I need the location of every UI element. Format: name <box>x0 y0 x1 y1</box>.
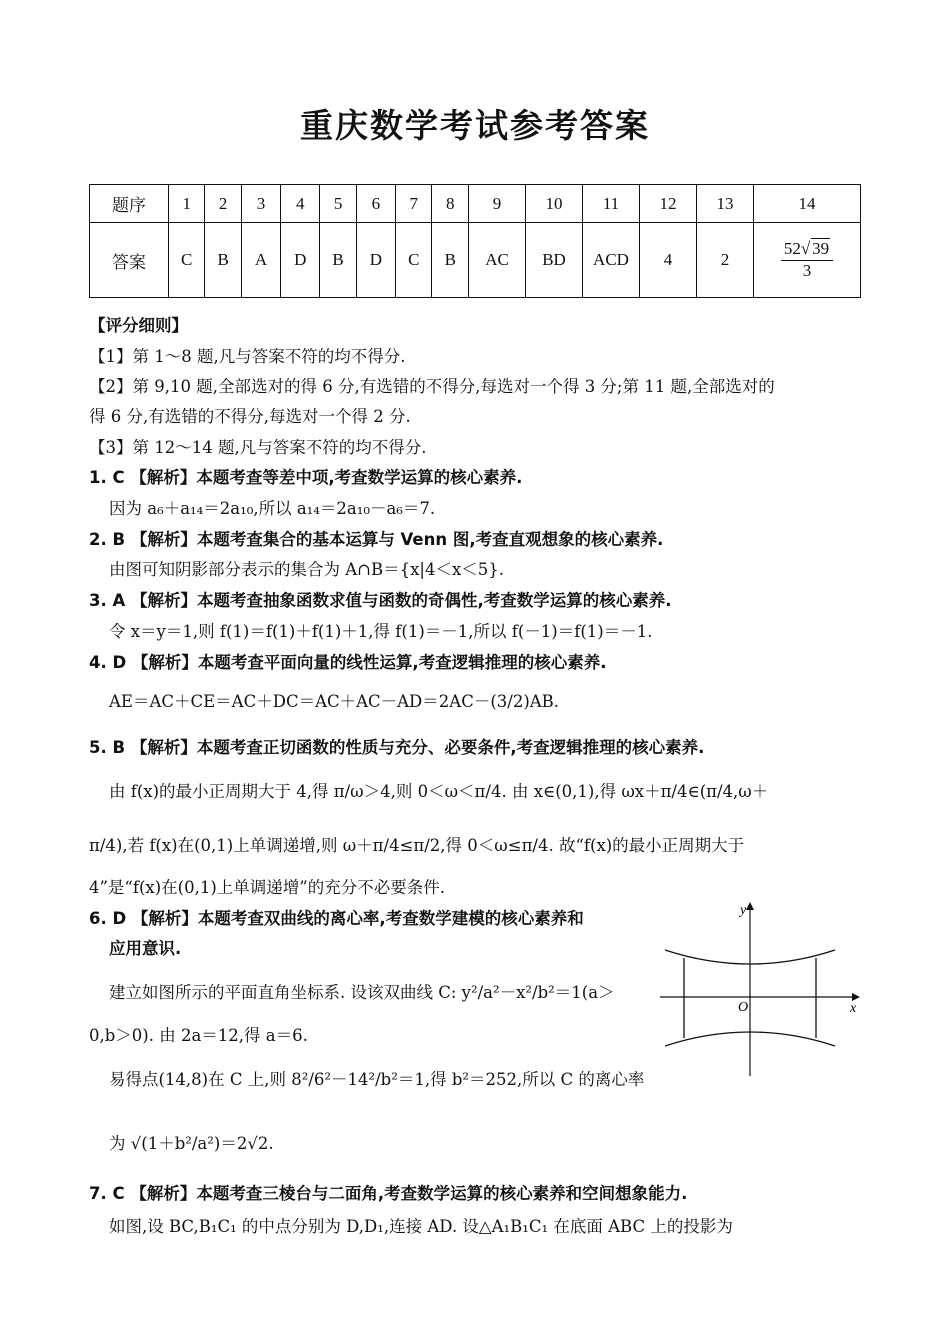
table-cell: 14 <box>754 185 861 223</box>
scoring-rule-1: 【1】第 1～8 题,凡与答案不符的均不得分. <box>89 347 406 366</box>
q3-heading: 3. A 【解析】本题考查抽象函数求值与函数的奇偶性,考查数学运算的核心素养. <box>89 591 672 610</box>
q3-body: 令 x＝y＝1,则 f(1)＝f(1)＋f(1)＋1,得 f(1)＝－1,所以 f(－1)＝f(1)＝－1. <box>109 622 653 641</box>
y-axis-label: y <box>740 903 747 918</box>
q6-line-1: 建立如图所示的平面直角坐标系. 设该双曲线 C: y²/a²－x²/b²＝1(a＞ <box>109 983 615 1002</box>
table-cell: 4 <box>281 185 320 223</box>
table-cell: 5 <box>320 185 356 223</box>
scoring-rule-3: 【3】第 12～14 题,凡与答案不符的均不得分. <box>89 438 427 457</box>
q5-line-2: π/4),若 f(x)在(0,1)上单调递增,则 ω＋π/4≤π/2,得 0＜ω≤π/4. 故“f(x)的最小正周期大于 <box>89 836 745 855</box>
q4-body: AE＝AC＋CE＝AC＋DC＝AC＋AC－AD＝2AC－(3/2)AB. <box>109 692 560 711</box>
table-cell: ACD <box>583 223 640 298</box>
table-cell: 6 <box>356 185 395 223</box>
table-row-answers <box>90 223 861 298</box>
q6-heading-1: 6. D 【解析】本题考查双曲线的离心率,考查数学建模的核心素养和 <box>89 909 584 928</box>
table-row-numbers <box>90 185 861 223</box>
x-axis-label: x <box>850 1001 857 1016</box>
q7-heading: 7. C 【解析】本题考查三棱台与二面角,考查数学运算的核心素养和空间想象能力. <box>89 1184 688 1203</box>
answer14-fraction: $\frac{52√ 39}{3}$ <box>781 240 833 280</box>
hyperbola-figure <box>660 900 860 1080</box>
table-cell: 7 <box>396 185 432 223</box>
q4-heading: 4. D 【解析】本题考查平面向量的线性运算,考查逻辑推理的核心素养. <box>89 653 607 672</box>
table-cell: 13 <box>697 185 754 223</box>
y-axis-arrow-icon <box>746 902 754 910</box>
table-cell: D <box>356 223 395 298</box>
table-cell: AC <box>469 223 526 298</box>
table-cell: 12 <box>640 185 697 223</box>
table-cell: B <box>432 223 469 298</box>
table-cell: 2 <box>697 223 754 298</box>
table-cell: B <box>205 223 241 298</box>
table-cell-fraction <box>754 223 861 298</box>
x-axis-arrow-icon <box>852 993 860 1001</box>
table-cell: 2 <box>205 185 241 223</box>
row-header-answer: 答案 <box>90 223 169 298</box>
q1-heading: 1. C 【解析】本题考查等差中项,考查数学运算的核心素养. <box>89 468 523 487</box>
table-cell: 8 <box>432 185 469 223</box>
answer-table <box>89 184 861 298</box>
q6-heading-2: 应用意识. <box>109 939 182 958</box>
table-cell: 1 <box>169 185 205 223</box>
table-cell: A <box>241 223 280 298</box>
table-cell: 10 <box>526 185 583 223</box>
row-header-number: 题序 <box>90 185 169 223</box>
table-cell: 9 <box>469 185 526 223</box>
q5-line-3: 4”是“f(x)在(0,1)上单调递增”的充分不必要条件. <box>89 878 445 897</box>
table-cell: C <box>396 223 432 298</box>
table-cell: BD <box>526 223 583 298</box>
q6-line-2: 0,b＞0). 由 2a＝12,得 a＝6. <box>89 1026 308 1045</box>
q2-body: 由图可知阴影部分表示的集合为 A∩B＝{x|4＜x＜5}. <box>109 560 505 579</box>
q1-body: 因为 a₆＋a₁₄＝2a₁₀,所以 a₁₄＝2a₁₀－a₆＝7. <box>109 499 436 518</box>
q7-line-1: 如图,设 BC,B₁C₁ 的中点分别为 D,D₁,连接 AD. 设△A₁B₁C₁ 在底面 ABC 上的投影为 <box>109 1217 733 1236</box>
table-cell: 3 <box>241 185 280 223</box>
q6-line-4: 为 √(1＋b²/a²)＝2√2. <box>109 1134 274 1153</box>
scoring-heading: 【评分细则】 <box>89 316 188 335</box>
table-cell: 11 <box>583 185 640 223</box>
table-cell: D <box>281 223 320 298</box>
origin-label: O <box>738 1000 749 1015</box>
table-cell: C <box>169 223 205 298</box>
q2-heading: 2. B 【解析】本题考查集合的基本运算与 Venn 图,考查直观想象的核心素养. <box>89 530 664 549</box>
q5-heading: 5. B 【解析】本题考查正切函数的性质与充分、必要条件,考查逻辑推理的核心素养. <box>89 738 705 757</box>
q5-line-1: 由 f(x)的最小正周期大于 4,得 π/ω＞4,则 0＜ω＜π/4. 由 x∈(0,1),得 ωx＋π/4∈(π/4,ω＋ <box>109 782 769 801</box>
scoring-rule-2b: 得 6 分,有选错的不得分,每选对一个得 2 分. <box>89 407 411 426</box>
table-cell: B <box>320 223 356 298</box>
q6-line-3: 易得点(14,8)在 C 上,则 8²/6²－14²/b²＝1,得 b²＝252,所以 C 的离心率 <box>109 1070 645 1089</box>
table-cell: 4 <box>640 223 697 298</box>
scoring-rule-2a: 【2】第 9,10 题,全部选对的得 6 分,有选错的不得分,每选对一个得 3 分;第 11 题,全部选对的 <box>89 377 775 396</box>
page-title: 重庆数学考试参考答案 <box>300 106 650 145</box>
